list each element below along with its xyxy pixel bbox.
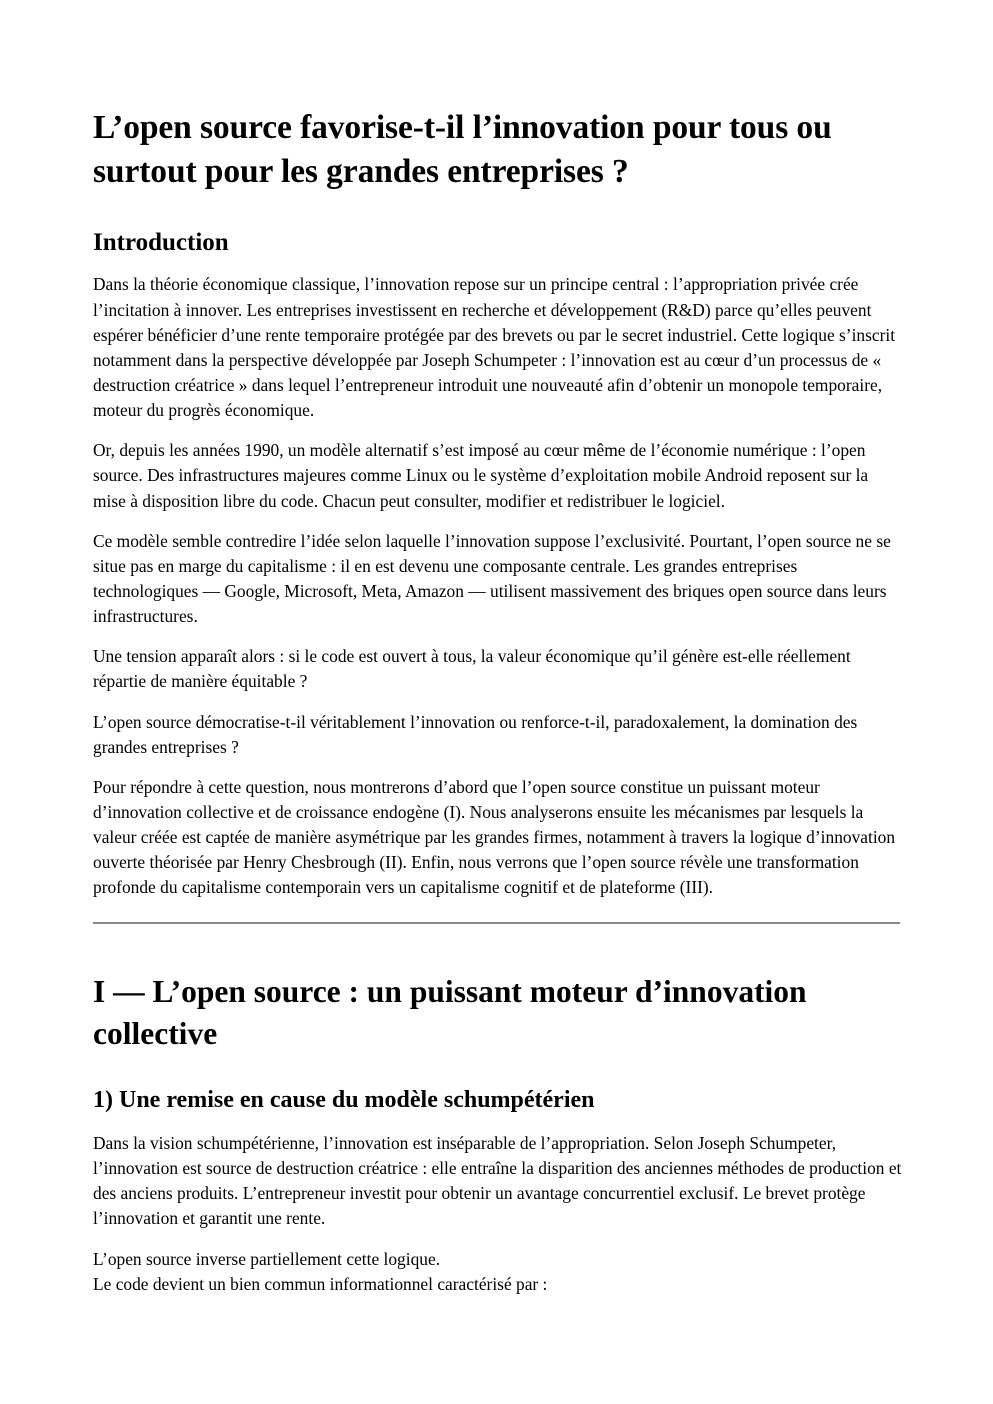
introduction-paragraph-3: Ce modèle semble contredire l’idée selon laquelle l’innovation suppose l’exclusivité. Pourtant, l’open source ne se situe pas en marge du capitalisme : il en est devenu une composante centrale. Les grandes entreprises technologiques — Google, Microsoft, Meta, Amazon — utilisent massivement des briques open source dans leurs infrastructures. <box>93 530 891 627</box>
subsection-one-heading: 1) Une remise en cause du modèle schumpétérien <box>93 1086 595 1113</box>
introduction-paragraph-1: Dans la théorie économique classique, l’innovation repose sur un principe central : l’appropriation privée crée l’incitation à innover. Les entreprises investissent en recherche et développement (R&D) parce qu’elles peuvent espérer bénéficier d’une rente temporaire protégée par des brevets ou par le secret industriel. Cette logique s’inscrit notamment dans la perspective développée par Joseph Schumpeter : l’innovation est au cœur d’un processus de « destruction créatrice » dans lequel l’entrepreneur introduit une nouveauté afin d’obtenir un monopole temporaire, moteur du progrès économique. <box>93 274 896 421</box>
subsection-one-paragraph-1: Dans la vision schumpétérienne, l’innovation est inséparable de l’appropriation. Selon Joseph Schumpeter, l’innovation est source de destruction créatrice : elle entraîne la disparition des anciennes méthodes de production et des anciens produits. L’entrepreneur investit pour obtenir un avantage concurrentiel exclusif. Le brevet protège l’innovation et garantit une rente. <box>93 1132 902 1229</box>
document-content <box>93 106 903 1297</box>
introduction-paragraph-4: Une tension apparaît alors : si le code est ouvert à tous, la valeur économique qu’il génère est-elle réellement répartie de manière équitable ? <box>93 646 851 692</box>
closing-line-2: Le code devient un bien commun informationnel caractérisé par : <box>93 1273 548 1294</box>
subsection-one-closing-block <box>93 1247 903 1297</box>
closing-line-1: L’open source inverse partiellement cette logique. <box>93 1248 441 1269</box>
part-one-heading: I — L’open source : un puissant moteur d’innovation collective <box>93 973 807 1051</box>
section-divider <box>93 922 900 924</box>
introduction-heading: Introduction <box>93 229 229 257</box>
page-title: L’open source favorise-t-il l’innovation pour tous ou surtout pour les grandes entreprises ? <box>93 109 832 191</box>
introduction-paragraph-2: Or, depuis les années 1990, un modèle alternatif s’est imposé au cœur même de l’économie numérique : l’open source. Des infrastructures majeures comme Linux ou le système d’exploitation mobile Android reposent sur la mise à disposition libre du code. Chacun peut consulter, modifier et redistribuer le logiciel. <box>93 440 869 511</box>
introduction-paragraph-6: Pour répondre à cette question, nous montrerons d’abord que l’open source constitue un puissant moteur d’innovation collective et de croissance endogène (I). Nous analyserons ensuite les mécanismes par lesquels la valeur créée est captée de manière asymétrique par les grandes firmes, notamment à travers la logique d’innovation ouverte théorisée par Henry Chesbrough (II). Enfin, nous verrons que l’open source révèle une transformation profonde du capitalisme contemporain vers un capitalisme cognitif et de plateforme (III). <box>93 776 896 898</box>
introduction-paragraph-5: L’open source démocratise-t-il véritablement l’innovation ou renforce-t-il, paradoxalement, la domination des grandes entreprises ? <box>93 711 858 757</box>
